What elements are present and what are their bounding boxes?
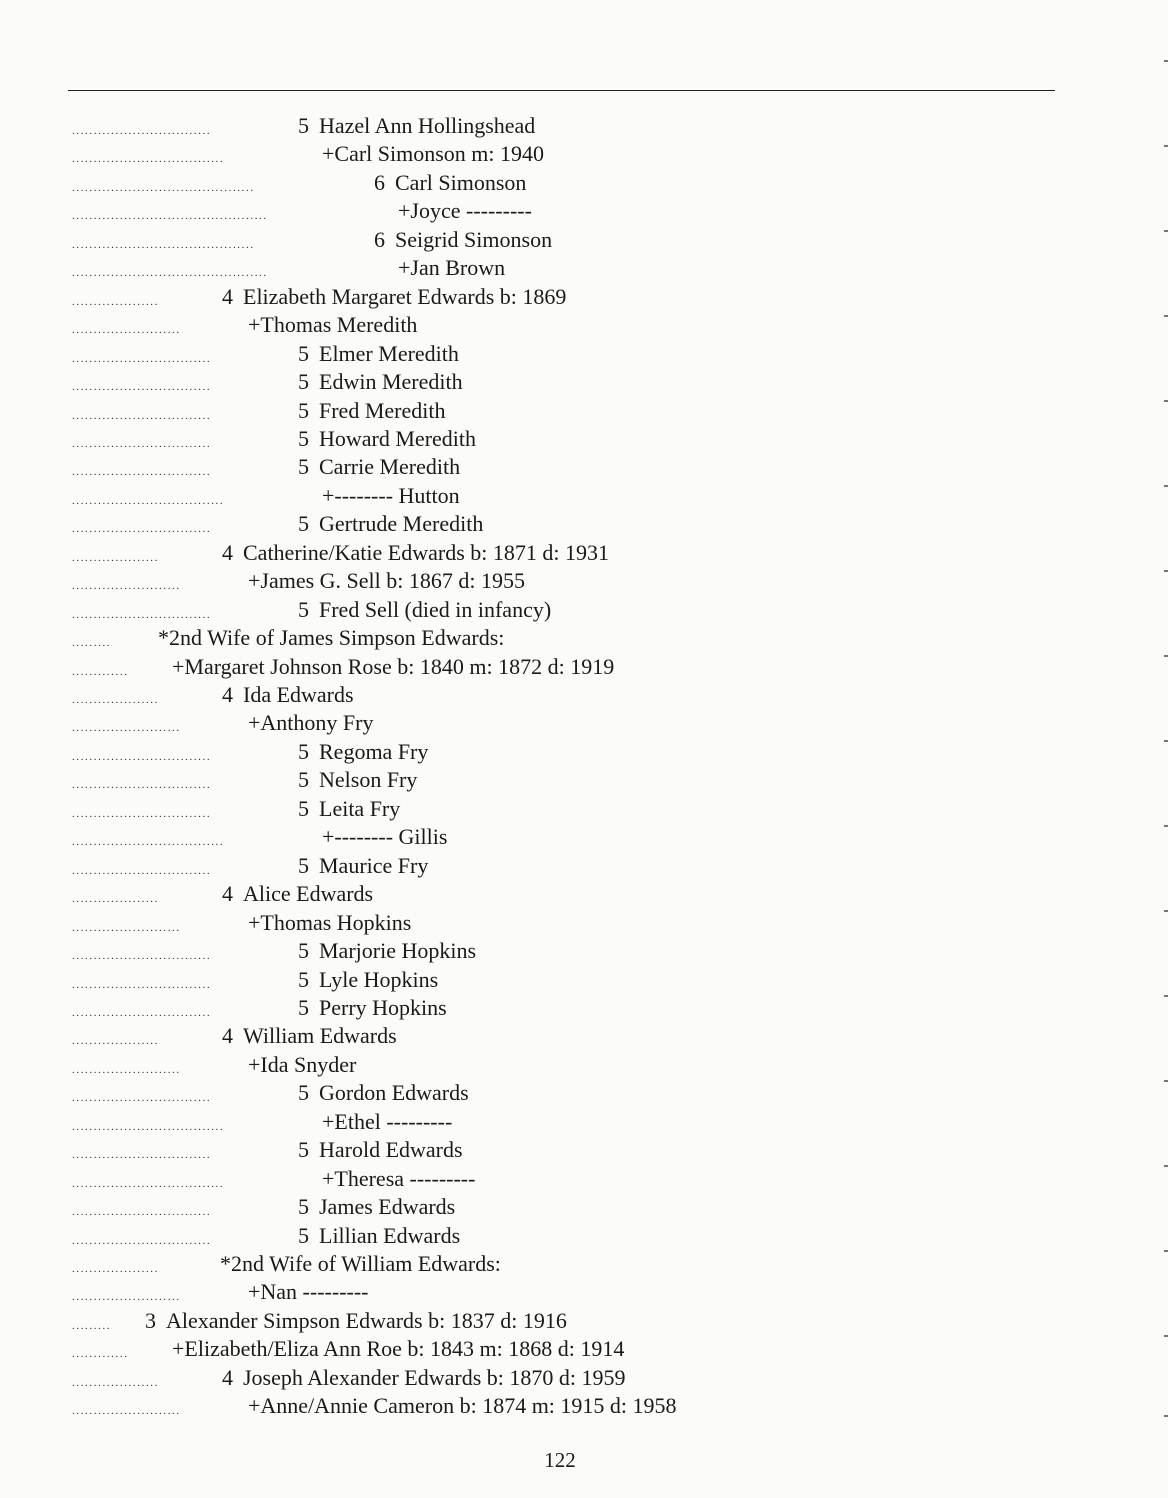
person-name: Gordon Edwards bbox=[319, 1080, 469, 1106]
entry-text bbox=[222, 1364, 626, 1392]
person-name: Fred Meredith bbox=[319, 397, 446, 423]
leader-dots: ................................ bbox=[72, 352, 212, 365]
entry-text bbox=[298, 596, 551, 624]
leader-dots: ................................ bbox=[72, 1234, 212, 1247]
person-name: Regoma Fry bbox=[319, 738, 429, 764]
entry-text bbox=[298, 397, 445, 425]
leader-dots: ................................ bbox=[72, 1092, 212, 1105]
person-name: *2nd Wife of James Simpson Edwards: bbox=[158, 625, 505, 651]
leader-dots: ................................... bbox=[72, 153, 225, 166]
header-rule bbox=[68, 90, 1055, 91]
person-name: +Nan --------- bbox=[248, 1279, 369, 1305]
generation-number: 4 bbox=[222, 539, 233, 565]
leader-dots: ................................ bbox=[72, 523, 212, 536]
leader-dots: ................................ bbox=[72, 807, 212, 820]
generation-number: 5 bbox=[298, 1137, 309, 1163]
leader-dots: .................... bbox=[72, 694, 159, 706]
entry-text bbox=[298, 510, 483, 538]
entry-text bbox=[298, 1136, 463, 1164]
person-name: +Carl Simonson m: 1940 bbox=[322, 141, 545, 167]
person-name: Perry Hopkins bbox=[319, 994, 447, 1020]
entry-text bbox=[298, 937, 476, 965]
entry-text bbox=[298, 738, 428, 766]
entry-text bbox=[322, 1165, 475, 1193]
entry-text bbox=[298, 340, 459, 368]
leader-dots: ............................................. bbox=[72, 267, 268, 280]
generation-number: 5 bbox=[298, 369, 309, 395]
leader-dots: ................................ bbox=[72, 1006, 212, 1019]
entry-text bbox=[222, 283, 566, 311]
generation-number: 5 bbox=[298, 966, 309, 992]
entry-text bbox=[172, 653, 614, 681]
person-name: *2nd Wife of William Edwards: bbox=[220, 1251, 501, 1276]
entry-text bbox=[298, 1079, 469, 1107]
entry-text bbox=[222, 539, 609, 567]
person-name: Hazel Ann Hollingshead bbox=[319, 113, 536, 138]
person-name: Lillian Edwards bbox=[319, 1222, 461, 1248]
person-name: Fred Sell (died in infancy) bbox=[319, 596, 552, 622]
leader-dots: .......................................... bbox=[72, 181, 255, 194]
entry-text bbox=[158, 624, 504, 652]
leader-dots: ......................... bbox=[72, 1063, 181, 1076]
generation-number: 5 bbox=[298, 852, 309, 878]
entry-text bbox=[220, 1250, 501, 1278]
entry-text bbox=[298, 112, 535, 140]
generation-number: 5 bbox=[298, 994, 309, 1020]
entry-text bbox=[298, 453, 460, 481]
entry-text bbox=[298, 766, 417, 794]
generation-number: 4 bbox=[222, 1023, 233, 1049]
leader-dots: ................................... bbox=[72, 1177, 225, 1190]
person-name: Edwin Meredith bbox=[319, 369, 463, 395]
generation-number: 5 bbox=[298, 113, 309, 138]
person-name: Marjorie Hopkins bbox=[319, 938, 477, 964]
leader-dots: ................................... bbox=[72, 494, 225, 507]
generation-number: 5 bbox=[298, 795, 309, 821]
leader-dots: ................................... bbox=[72, 1120, 225, 1133]
generation-number: 5 bbox=[298, 425, 309, 451]
generation-number: 4 bbox=[222, 1364, 233, 1390]
leader-dots: ......................... bbox=[72, 1405, 181, 1418]
leader-dots: ................................... bbox=[72, 836, 225, 849]
entry-text bbox=[248, 1278, 369, 1306]
entry-text bbox=[172, 1335, 624, 1363]
leader-dots: ................................ bbox=[72, 437, 212, 450]
generation-number: 5 bbox=[298, 1080, 309, 1106]
entry-text bbox=[248, 709, 373, 737]
person-name: Leita Fry bbox=[319, 795, 401, 821]
leader-dots: ......................... bbox=[72, 324, 181, 337]
entry-text bbox=[322, 823, 447, 851]
generation-number: 5 bbox=[298, 1222, 309, 1248]
person-name: +Anne/Annie Cameron b: 1874 m: 1915 d: 1958 bbox=[248, 1393, 677, 1419]
leader-dots: .................... bbox=[72, 295, 159, 308]
person-name: Ida Edwards bbox=[243, 682, 354, 707]
person-name: +Theresa --------- bbox=[322, 1165, 476, 1191]
person-name: Nelson Fry bbox=[319, 767, 418, 793]
leader-dots: .................... bbox=[72, 1376, 159, 1389]
generation-number: 5 bbox=[298, 767, 309, 793]
person-name: Howard Meredith bbox=[319, 425, 477, 451]
leader-dots: .................... bbox=[72, 1035, 159, 1048]
entry-text bbox=[222, 681, 354, 709]
generation-number: 3 bbox=[145, 1307, 156, 1333]
entry-text bbox=[322, 140, 544, 168]
entry-text bbox=[248, 311, 417, 339]
generation-number: 5 bbox=[298, 454, 309, 480]
leader-dots: .................... bbox=[72, 893, 159, 906]
entry-text bbox=[248, 1392, 677, 1420]
person-name: +Joyce --------- bbox=[398, 198, 532, 224]
leader-dots: ................................ bbox=[72, 1206, 212, 1219]
person-name: Harold Edwards bbox=[319, 1137, 463, 1163]
leader-dots: ......................... bbox=[72, 722, 181, 735]
entry-text bbox=[248, 567, 525, 595]
person-name: +-------- Hutton bbox=[322, 482, 460, 508]
person-name: Maurice Fry bbox=[319, 852, 429, 878]
entry-text bbox=[298, 795, 400, 823]
generation-number: 6 bbox=[374, 226, 385, 252]
entry-text bbox=[322, 482, 460, 510]
leader-dots: .................... bbox=[72, 551, 159, 564]
person-name: +Thomas Hopkins bbox=[248, 909, 412, 935]
leader-dots: ................................ bbox=[72, 1149, 212, 1162]
generation-number: 5 bbox=[298, 1194, 309, 1220]
person-name: Carrie Meredith bbox=[319, 454, 461, 480]
person-name: Joseph Alexander Edwards b: 1870 d: 1959 bbox=[243, 1364, 626, 1390]
entry-text bbox=[398, 197, 532, 225]
entry-text bbox=[298, 1222, 460, 1250]
leader-dots: ................................ bbox=[72, 466, 212, 479]
person-name: Elmer Meredith bbox=[319, 340, 459, 366]
person-name: William Edwards bbox=[243, 1023, 397, 1049]
entry-text bbox=[145, 1307, 567, 1335]
entry-text bbox=[298, 368, 463, 396]
leader-dots: ......... bbox=[72, 637, 112, 650]
person-name: Catherine/Katie Edwards b: 1871 d: 1931 bbox=[243, 539, 609, 565]
leader-dots: ............................................. bbox=[72, 210, 268, 223]
generation-number: 5 bbox=[298, 938, 309, 964]
generation-number: 4 bbox=[222, 682, 233, 707]
entry-text bbox=[298, 966, 438, 994]
person-name: +Ethel --------- bbox=[322, 1108, 453, 1134]
entry-text bbox=[398, 254, 505, 282]
person-name: Gertrude Meredith bbox=[319, 511, 484, 537]
leader-dots: ................................ bbox=[72, 125, 212, 137]
person-name: Lyle Hopkins bbox=[319, 966, 439, 992]
entry-text bbox=[298, 425, 476, 453]
generation-number: 4 bbox=[222, 283, 233, 309]
leader-dots: ......................... bbox=[72, 921, 181, 934]
leader-dots: ................................ bbox=[72, 750, 212, 763]
generation-number: 5 bbox=[298, 738, 309, 764]
person-name: Alexander Simpson Edwards b: 1837 d: 1916 bbox=[166, 1307, 567, 1333]
generation-number: 6 bbox=[374, 169, 385, 195]
generation-number: 5 bbox=[298, 397, 309, 423]
entry-text bbox=[248, 1051, 356, 1079]
leader-dots: ................................ bbox=[72, 409, 212, 422]
person-name: Alice Edwards bbox=[243, 881, 374, 907]
entry-text bbox=[374, 169, 526, 197]
generation-number: 4 bbox=[222, 881, 233, 907]
entry-text bbox=[248, 909, 411, 937]
page-number: 122 bbox=[544, 1448, 576, 1472]
person-name: +Margaret Johnson Rose b: 1840 m: 1872 d: 1919 bbox=[172, 653, 615, 679]
leader-dots: ......... bbox=[72, 1319, 112, 1332]
leader-dots: ................................ bbox=[72, 608, 212, 621]
entry-text bbox=[374, 226, 552, 254]
person-name: Elizabeth Margaret Edwards b: 1869 bbox=[243, 283, 567, 309]
person-name: James Edwards bbox=[319, 1194, 456, 1220]
person-name: +Ida Snyder bbox=[248, 1051, 357, 1077]
person-name: +James G. Sell b: 1867 d: 1955 bbox=[248, 568, 526, 594]
person-name: Seigrid Simonson bbox=[395, 226, 553, 252]
entry-text bbox=[298, 1193, 455, 1221]
entry-text bbox=[222, 880, 373, 908]
person-name: +Jan Brown bbox=[398, 255, 506, 281]
leader-dots: ................................ bbox=[72, 779, 212, 792]
generation-number: 5 bbox=[298, 511, 309, 537]
leader-dots: .................... bbox=[72, 1263, 159, 1275]
entry-text bbox=[298, 852, 428, 880]
leader-dots: ................................ bbox=[72, 978, 212, 991]
person-name: +-------- Gillis bbox=[322, 824, 448, 850]
leader-dots: ......................... bbox=[72, 580, 181, 593]
person-name: +Elizabeth/Eliza Ann Roe b: 1843 m: 1868 d: 1914 bbox=[172, 1336, 625, 1362]
leader-dots: ................................ bbox=[72, 864, 212, 877]
entry-text bbox=[298, 994, 447, 1022]
entry-text bbox=[322, 1108, 452, 1136]
generation-number: 5 bbox=[298, 340, 309, 366]
leader-dots: ......................... bbox=[72, 1291, 181, 1304]
leader-dots: .......................................... bbox=[72, 238, 255, 251]
generation-number: 5 bbox=[298, 596, 309, 622]
person-name: +Thomas Meredith bbox=[248, 312, 418, 338]
leader-dots: ................................ bbox=[72, 950, 212, 963]
person-name: +Anthony Fry bbox=[248, 710, 374, 736]
person-name: Carl Simonson bbox=[395, 169, 527, 195]
leader-dots: ............. bbox=[72, 1348, 129, 1361]
leader-dots: ............. bbox=[72, 665, 129, 678]
leader-dots: ................................ bbox=[72, 381, 212, 394]
entry-text bbox=[222, 1022, 397, 1050]
